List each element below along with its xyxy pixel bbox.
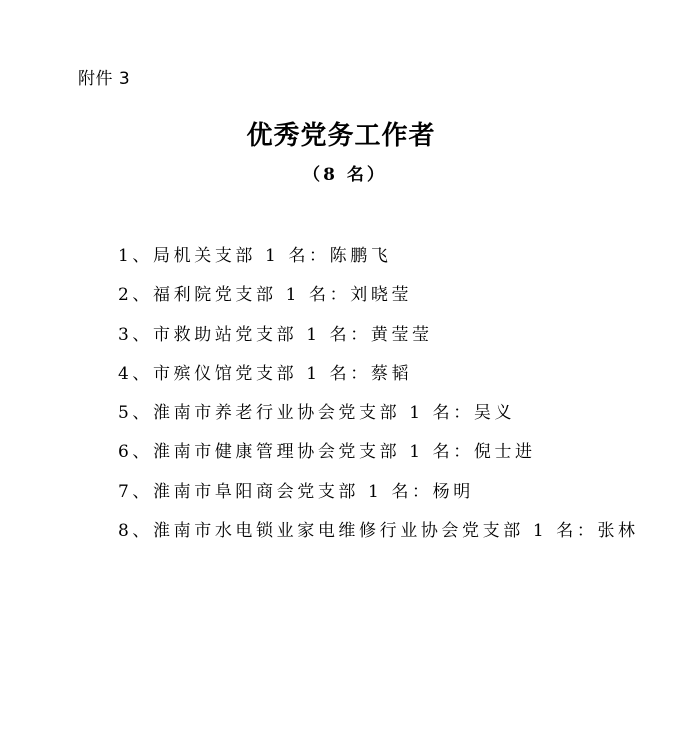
document-title: 优秀党务工作者 <box>246 121 436 151</box>
list-item: 2、福利院党支部 1 名：刘晓莹 <box>118 285 413 306</box>
list-item: 5、淮南市养老行业协会党支部 1 名：吴义 <box>118 403 516 424</box>
attachment-label: 附件 3 <box>78 69 131 89</box>
list-item: 8、淮南市水电锁业家电维修行业协会党支部 1 名：张林 <box>118 521 639 542</box>
recipient-list <box>118 243 639 557</box>
list-item: 7、淮南市阜阳商会党支部 1 名：杨明 <box>118 481 474 502</box>
list-item: 3、市救助站党支部 1 名：黄莹莹 <box>118 324 433 345</box>
recipient-count: （8 名） <box>303 165 387 185</box>
list-item: 6、淮南市健康管理协会党支部 1 名：倪士进 <box>118 442 536 463</box>
list-item: 1、局机关支部 1 名：陈鹏飞 <box>118 246 392 266</box>
list-item: 4、市殡仪馆党支部 1 名：蔡韬 <box>118 363 413 384</box>
